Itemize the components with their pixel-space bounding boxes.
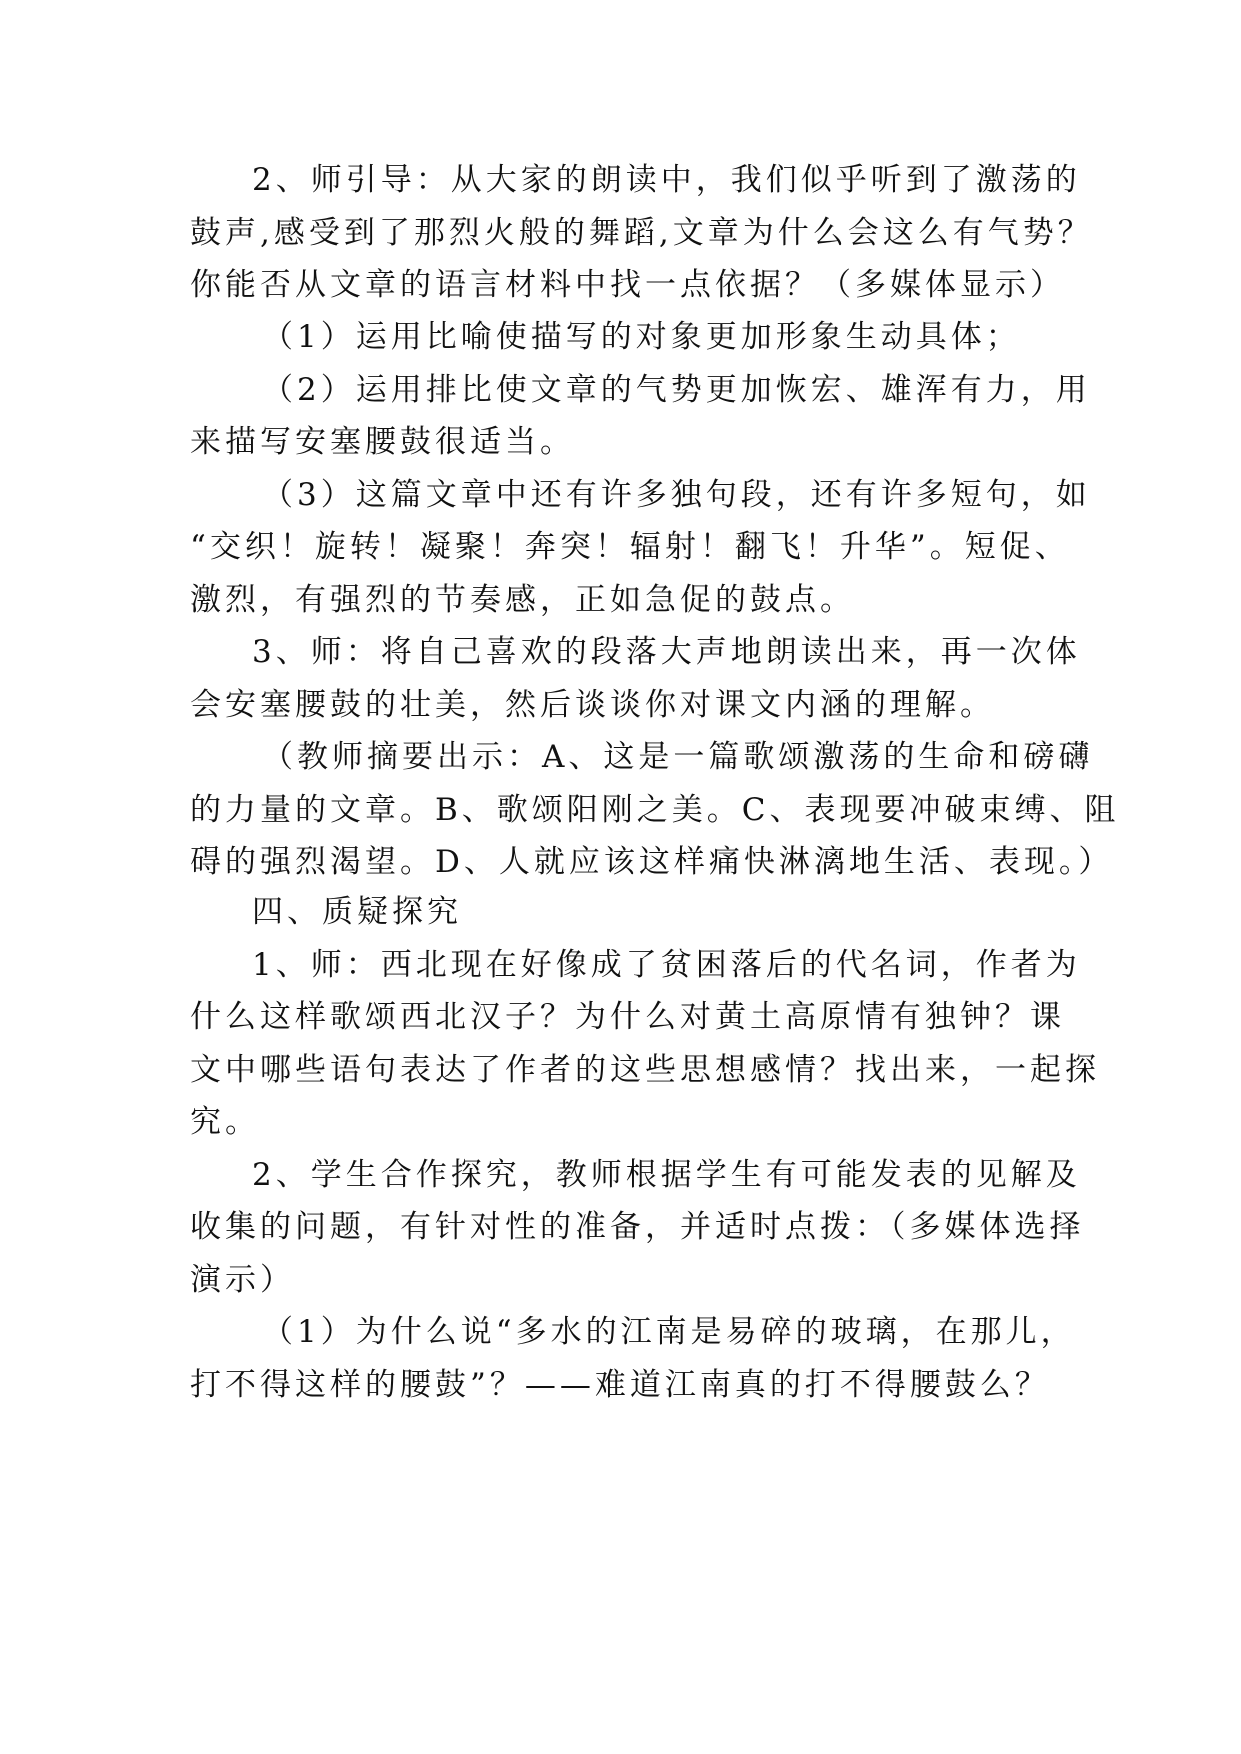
paragraph-line: 1、师：西北现在好像成了贫困落后的代名词，作者为 [252, 947, 1081, 983]
section-heading: 四、质疑探究 [252, 894, 462, 930]
paragraph-line: 收集的问题，有针对性的准备，并适时点拨：（多媒体选择 [190, 1209, 1085, 1245]
paragraph-line: 2、学生合作探究，教师根据学生有可能发表的见解及 [252, 1157, 1081, 1193]
paragraph-line: 打不得这样的腰鼓”？——难道江南真的打不得腰鼓么？ [190, 1367, 1050, 1403]
paragraph-line: 2、师引导：从大家的朗读中，我们似乎听到了激荡的 [252, 162, 1081, 198]
paragraph-line: 演示） [190, 1262, 295, 1298]
paragraph-line: “交织！旋转！凝聚！奔突！辐射！翻飞！升华”。短促、 [190, 529, 1070, 565]
paragraph-line: 来描写安塞腰鼓很适当。 [190, 424, 575, 460]
paragraph-line: 会安塞腰鼓的壮美，然后谈谈你对课文内涵的理解。 [190, 687, 995, 723]
paragraph-line: 究。 [190, 1104, 260, 1140]
paragraph-line: 碍的强烈渴望。D、人就应该这样痛快淋漓地生活、表现。） [190, 844, 1114, 880]
paragraph-line: 鼓声,感受到了那烈火般的舞蹈,文章为什么会这么有气势？ [190, 215, 1093, 251]
paragraph-line: 3、师：将自己喜欢的段落大声地朗读出来，再一次体 [252, 634, 1081, 670]
paragraph-line: 的力量的文章。B、歌颂阳刚之美。C、表现要冲破束缚、阻 [190, 792, 1120, 828]
paragraph-line: （3）这篇文章中还有许多独句段，还有许多短句，如 [262, 477, 1091, 513]
paragraph-line: （教师摘要出示：A、这是一篇歌颂激荡的生命和磅礴 [262, 739, 1094, 775]
paragraph-line: 你能否从文章的语言材料中找一点依据？（多媒体显示） [190, 267, 1065, 303]
paragraph-line: （1）运用比喻使描写的对象更加形象生动具体； [262, 319, 1021, 355]
paragraph-line: 文中哪些语句表达了作者的这些思想感情？找出来，一起探 [190, 1052, 1100, 1088]
paragraph-line: 什么这样歌颂西北汉子？为什么对黄土高原情有独钟？课 [190, 999, 1065, 1035]
paragraph-line: 激烈，有强烈的节奏感，正如急促的鼓点。 [190, 582, 855, 618]
paragraph-line: （1）为什么说“多水的江南是易碎的玻璃，在那儿， [262, 1314, 1076, 1350]
paragraph-line: （2）运用排比使文章的气势更加恢宏、雄浑有力，用 [262, 372, 1091, 408]
